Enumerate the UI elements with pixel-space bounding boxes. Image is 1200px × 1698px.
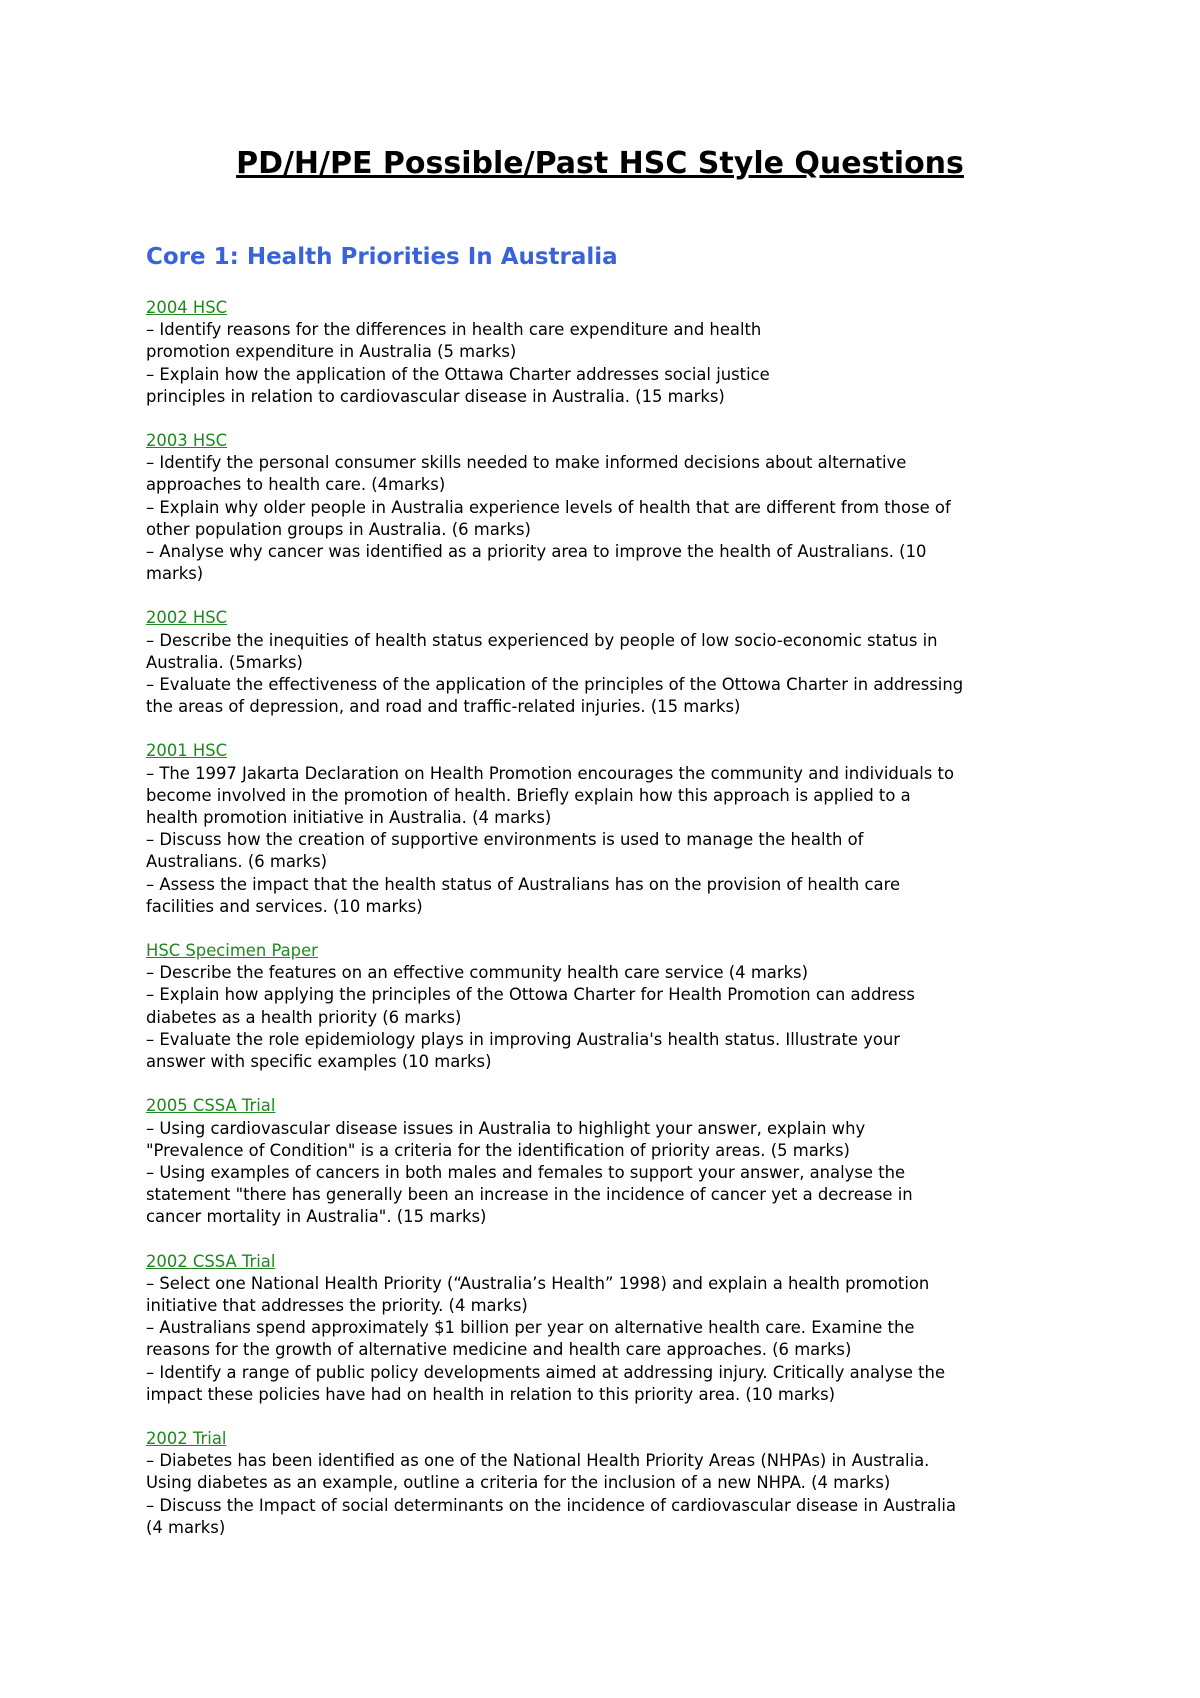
question-line: the areas of depression, and road and traffic-related injuries. (15 marks) [146,697,741,717]
question-line: – Select one National Health Priority (“Australia’s Health” 1998) and explain a health promotion [146,1273,930,1293]
question-group [146,1095,1066,1228]
question-line: – Discuss the Impact of social determinants on the incidence of cardiovascular disease in Australia [146,1495,956,1515]
question-line: – Describe the inequities of health status experienced by people of low socio-economic status in [146,630,938,650]
question-line: – Australians spend approximately $1 billion per year on alternative health care. Examine the [146,1318,915,1338]
question-line: – Evaluate the role epidemiology plays in improving Australia's health status. Illustrate your [146,1029,901,1049]
question-line: initiative that addresses the priority. (4 marks) [146,1295,528,1315]
question-line: "Prevalence of Condition" is a criteria for the identification of priority areas. (5 marks) [146,1140,850,1160]
question-line: Australians. (6 marks) [146,852,328,872]
exam-source-link[interactable]: 2002 Trial [146,1428,227,1448]
exam-source-link[interactable]: 2004 HSC [146,298,228,317]
question-line: statement "there has generally been an increase in the incidence of cancer yet a decrease in [146,1185,913,1205]
question-line: approaches to health care. (4marks) [146,475,446,495]
exam-source-link[interactable]: 2005 CSSA Trial [146,1096,276,1116]
question-line: – Identify reasons for the differences in health care expenditure and health [146,320,762,340]
question-line: – Explain how applying the principles of the Ottowa Charter for Health Promotion can address [146,985,915,1005]
exam-source-link[interactable]: 2003 HSC [146,431,228,451]
question-line: promotion expenditure in Australia (5 marks) [146,342,517,362]
question-line: impact these policies have had on health in relation to this priority area. (10 marks) [146,1384,836,1404]
question-group [146,940,1066,1073]
exam-source-link[interactable]: 2002 CSSA Trial [146,1251,276,1271]
question-line: reasons for the growth of alternative medicine and health care approaches. (6 marks) [146,1340,852,1360]
page-title: PD/H/PE Possible/Past HSC Style Questions [236,146,964,181]
question-line: – Evaluate the effectiveness of the application of the principles of the Ottowa Charter in addressing [146,675,964,695]
question-line: (4 marks) [146,1517,226,1537]
question-line: facilities and services. (10 marks) [146,896,423,916]
question-line: answer with specific examples (10 marks) [146,1052,492,1072]
question-line: health promotion initiative in Australia. (4 marks) [146,808,552,828]
question-line: – Explain how the application of the Ottawa Charter addresses social justice [146,364,770,384]
question-group [146,1251,1066,1406]
question-group [146,430,1066,585]
question-line: marks) [146,564,204,584]
question-group [146,297,1066,408]
question-group [146,607,1066,718]
exam-source-link[interactable]: 2001 HSC [146,741,228,761]
question-line: – Diabetes has been identified as one of the National Health Priority Areas (NHPAs) in Australia. [146,1451,930,1471]
exam-source-link[interactable]: 2002 HSC [146,608,228,628]
question-line: Australia. (5marks) [146,652,303,672]
section-heading: Core 1: Health Priorities In Australia [146,244,618,270]
question-line: – Describe the features on an effective community health care service (4 marks) [146,963,808,983]
exam-source-link[interactable]: HSC Specimen Paper [146,941,318,961]
question-line: – Identify a range of public policy developments aimed at addressing injury. Critically analyse the [146,1362,946,1382]
question-line: – Analyse why cancer was identified as a priority area to improve the health of Australians. (10 [146,542,927,562]
question-line: cancer mortality in Australia". (15 marks) [146,1207,487,1227]
question-line: – Using examples of cancers in both males and females to support your answer, analyse the [146,1162,906,1182]
question-group [146,740,1066,918]
question-line: – Using cardiovascular disease issues in Australia to highlight your answer, explain why [146,1118,866,1138]
question-line: become involved in the promotion of health. Briefly explain how this approach is applied to a [146,785,911,805]
question-list [146,297,1066,1561]
question-line: other population groups in Australia. (6 marks) [146,519,531,539]
question-line: – Explain why older people in Australia experience levels of health that are different from those of [146,497,951,517]
question-line: Using diabetes as an example, outline a criteria for the inclusion of a new NHPA. (4 marks) [146,1473,891,1493]
question-line: – The 1997 Jakarta Declaration on Health Promotion encourages the community and individuals to [146,763,954,783]
question-line: – Discuss how the creation of supportive environments is used to manage the health of [146,830,864,850]
question-line: – Assess the impact that the health status of Australians has on the provision of health care [146,874,901,894]
question-line: diabetes as a health priority (6 marks) [146,1007,462,1027]
question-line: – Identify the personal consumer skills needed to make informed decisions about alternative [146,453,907,473]
question-group [146,1428,1066,1539]
question-line: principles in relation to cardiovascular disease in Australia. (15 marks) [146,386,725,406]
